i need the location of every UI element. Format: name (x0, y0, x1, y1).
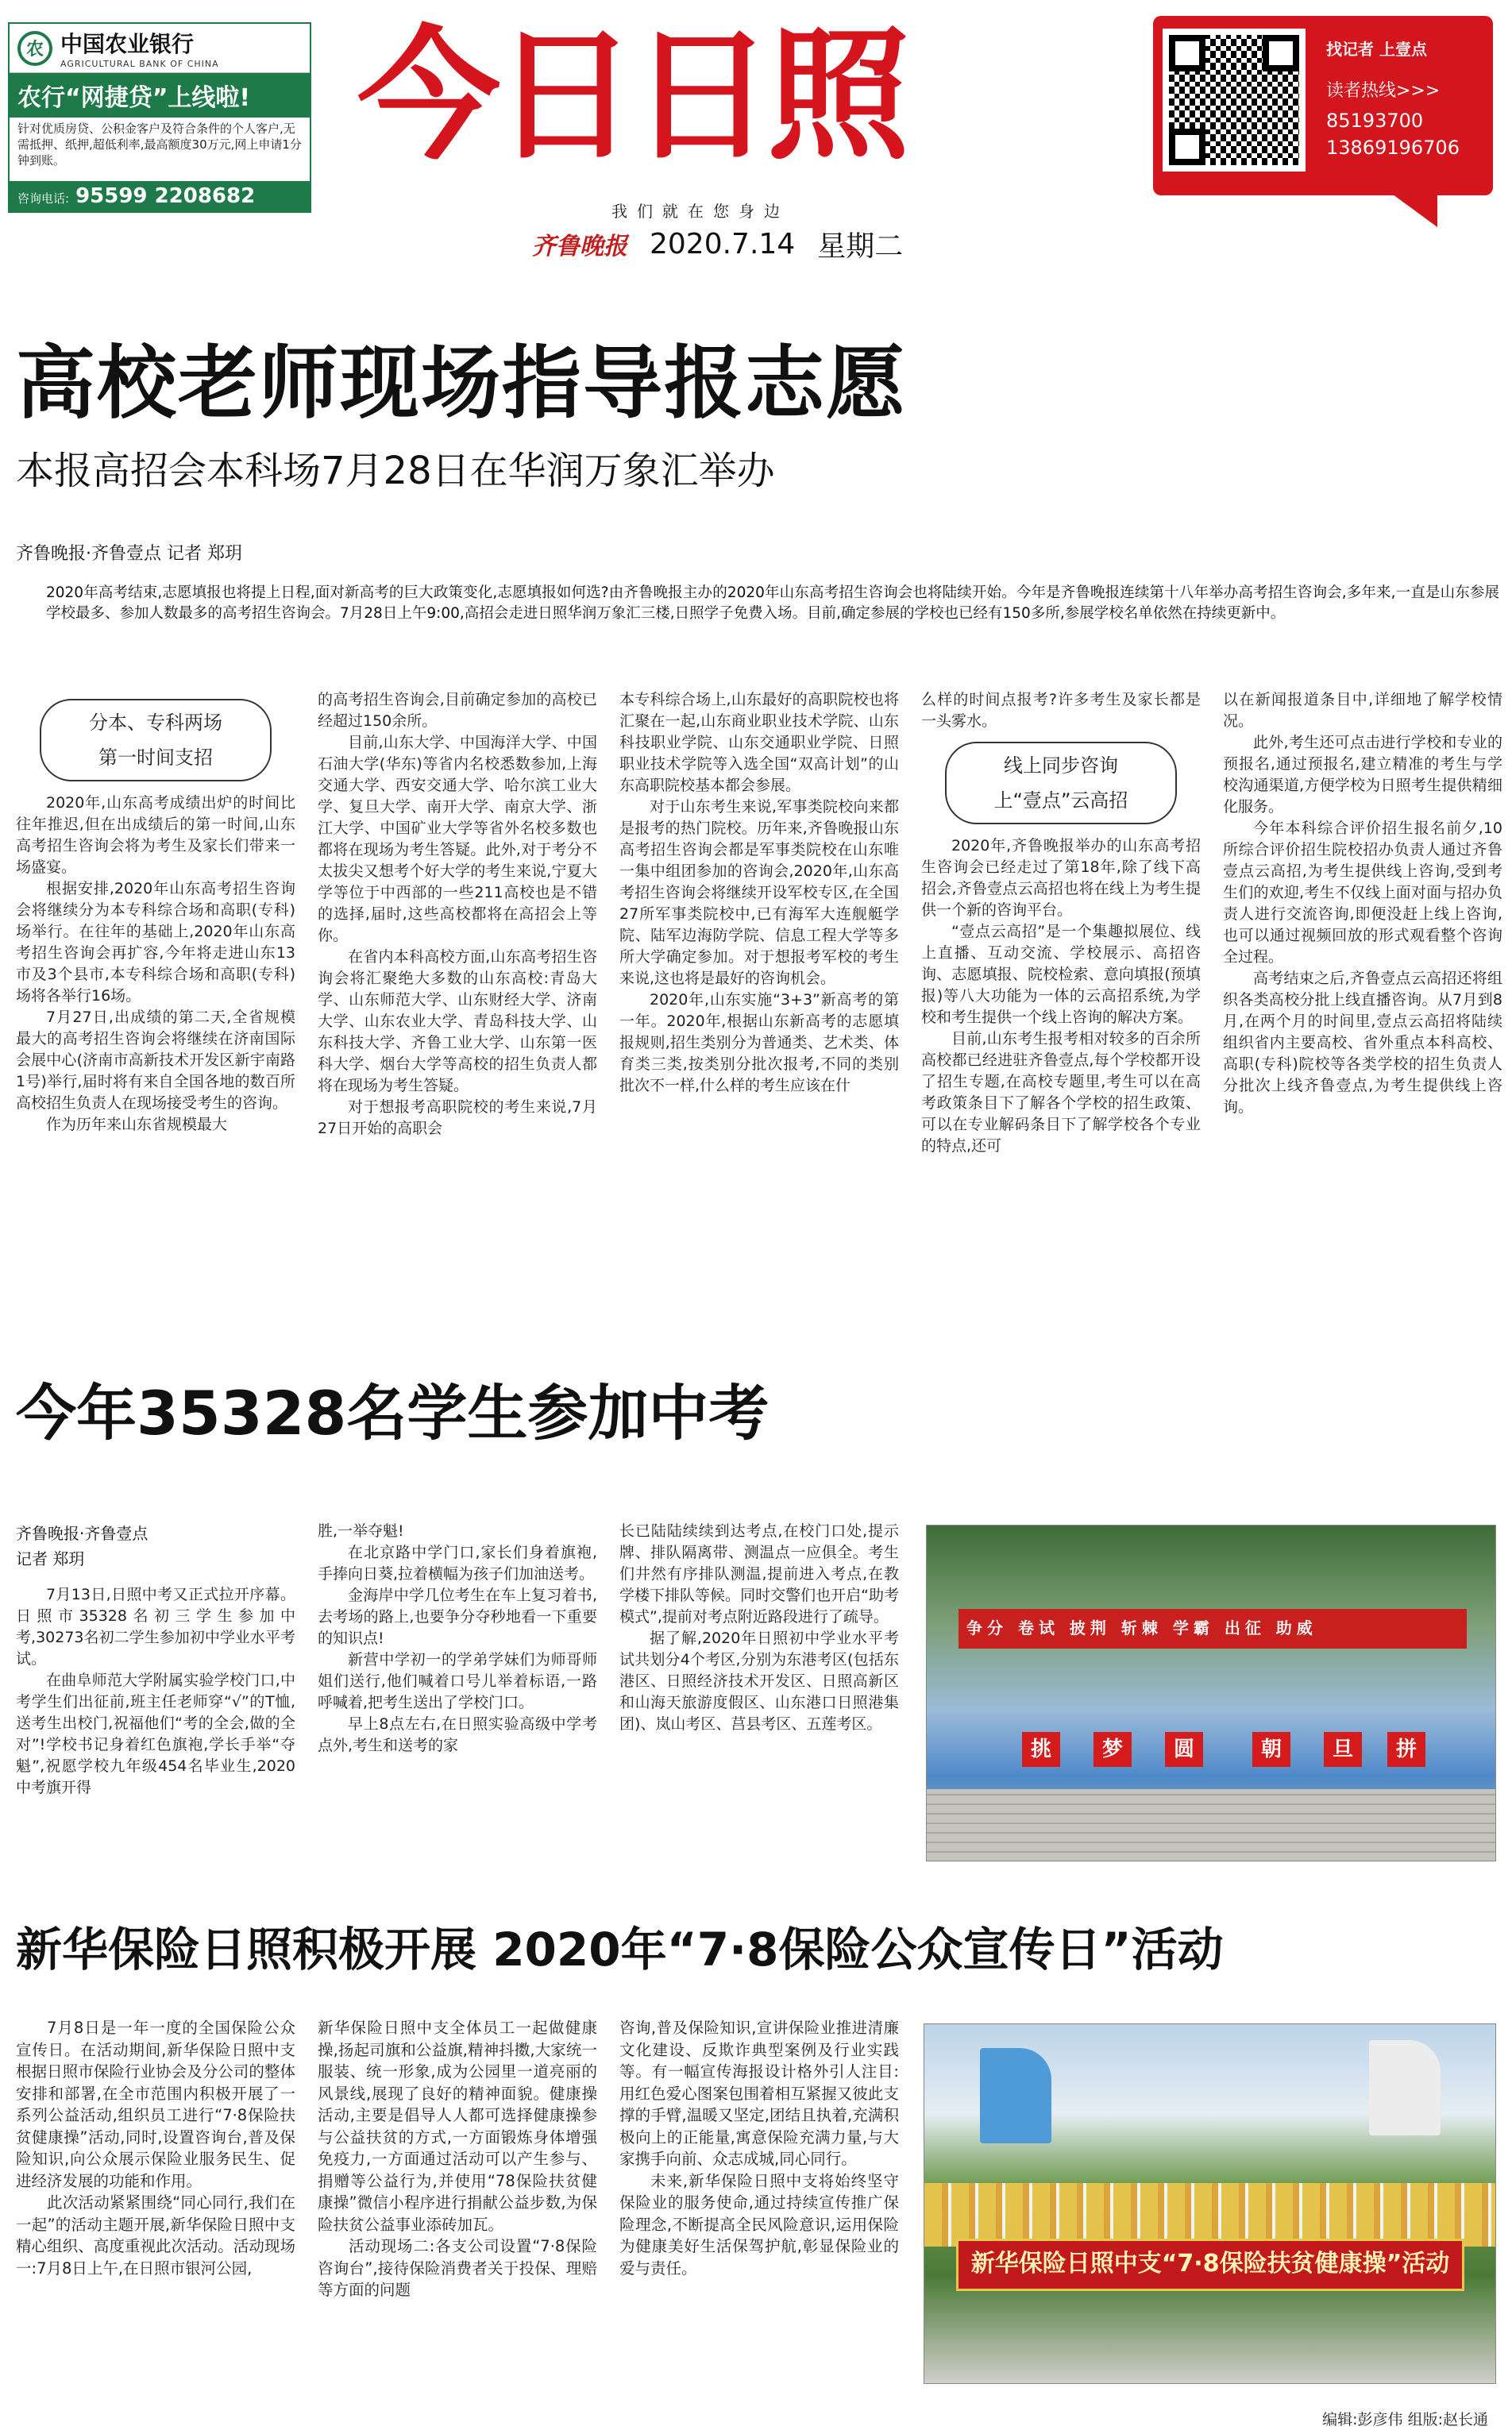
section-box-1-line1: 分本、专科两场 (89, 712, 222, 734)
photo-sign: 拼 (1387, 1732, 1425, 1767)
paragraph: 在北京路中学门口,家长们身着旗袍,手捧向日葵,拉着横幅为孩子们加油送考。 (318, 1544, 597, 1583)
paragraph: 7月27日,出成绩的第二天,全省规模最大的高考招生咨询会将继续在济南国际会展中心(济南市高新技术开发区新宇南路1号)举行,届时将有来自全国各地的数百所高校招生负责人在现场接受考生的咨询。 (16, 1009, 295, 1112)
paragraph: 以在新闻报道条目中,详细地了解学校情况。 (1223, 691, 1502, 730)
exam-students-photo (926, 1525, 1496, 1861)
story1-column-4 (921, 689, 1201, 1331)
paper-name: 齐鲁晚报 (532, 233, 627, 260)
bank-phone-label: 咨询电话: (17, 191, 70, 206)
section-box-1-line2: 第一时间支招 (98, 746, 213, 769)
paragraph: 金海岸中学几位考生在车上复习着书,去考场的路上,也要争分夺秒地看一下重要的知识点! (318, 1587, 597, 1647)
photo-sign: 朝 (1252, 1732, 1290, 1767)
story1-headline: 高校老师现场指导报志愿 (16, 337, 907, 430)
paragraph: 么样的时间点报考?许多考生及家长都是一头雾水。 (921, 691, 1201, 730)
bank-header (10, 24, 310, 73)
hotline-phone1: 85193700 (1326, 110, 1424, 132)
story3-column-1 (16, 2017, 295, 2398)
hotline-phone2: 13869196706 (1326, 137, 1460, 159)
paragraph: 2020年,山东高考成绩出炉的时间比往年推迟,但在出成绩后的第一时间,山东高考招生咨询会将为考生及家长们带来一场盛宴。 (16, 794, 295, 876)
photo-sign: 梦 (1094, 1732, 1132, 1767)
issue-weekday: 星期二 (817, 230, 904, 263)
story3-column-3 (619, 2017, 899, 2398)
story2-column-1 (16, 1584, 295, 1862)
paragraph: “壹点云高招”是一个集趣拟展位、线上直播、互动交流、学校展示、高招咨询、志愿填报、院校检索、意向填报(预填报)等八大功能为一体的云高招系统,为学校和考生提供一个线上咨询的解决方案。 (921, 923, 1201, 1026)
bank-advertisement[interactable] (8, 22, 311, 213)
story3-headline: 新华保险日照积极开展 2020年“7·8保险公众宣传日”活动 (16, 1923, 1224, 1977)
section-box-2-line1: 线上同步咨询 (1004, 754, 1118, 777)
masthead (0, 0, 1512, 270)
paragraph: 长已陆陆续续到达考点,在校门口处,提示牌、排队隔离带、测温点一应俱全。考生们井然有序排队测温,提前进入考点,在教学楼下排队等候。同时交警们也开启“助考模式”,提前对考点附近路段进行了疏导。 (619, 1522, 899, 1626)
bank-name: 中国农业银行 (60, 31, 195, 57)
paragraph: 对于想报考高职院校的考生来说,7月27日开始的高职会 (318, 1098, 597, 1137)
story1-subhead: 本报高招会本科场7月28日在华润万象汇举办 (16, 449, 775, 493)
paragraph: 此外,考生还可点击进行学校和专业的预报名,通过预报名,建立精准的考生与学校沟通渠道,方便学校为日照考生提供精细化服务。 (1223, 734, 1502, 816)
paragraph: 7月8日是一年一度的全国保险公众宣传日。在活动期间,新华保险日照中支根据日照市保险行业协会及分公司的整体安排和部署,在全市范围内积极开展了一系列公益活动,组织员工进行“7·8保险扶贫健康操”活动,同时,设置咨询台,普及保险知识,向公众展示保险业服务民生、促进经济发展的功能和作用。 (16, 2019, 295, 2190)
paragraph: 的高考招生咨询会,目前确定参加的高校已经超过150余所。 (318, 691, 597, 730)
paragraph: 未来,新华保险日照中支将始终坚守保险业的服务使命,通过持续宣传推广保险理念,不断提高全民风险意识,运用保险为健康美好生活保驾护航,彰显保险业的爱与责任。 (619, 2171, 899, 2278)
story1-column-1 (16, 689, 295, 1331)
section-box-1 (40, 699, 272, 781)
photo-sign: 旦 (1324, 1732, 1362, 1767)
bank-phone (10, 181, 310, 211)
insurance-event-photo (924, 2023, 1496, 2384)
reporter-line2: 读者热线>>> (1326, 81, 1441, 101)
paragraph: 今年本科综合评价招生报名前夕,10所综合评价招生院校招办负责人通过齐鲁壹点云高招,为考生提供线上咨询,受到考生们的欢迎,考生不仅线上面对面与招办负责人进行交流咨询,即便没赶上线上咨询,也可以通过视频回放的形式观看整个咨询全过程。 (1223, 820, 1502, 966)
paragraph: 目前,山东考生报考相对较多的百余所高校都已经进驻齐鲁壹点,每个学校都开设了招生专题,在高校专题里,考生可以在高考政策条目下了解各个学校的招生政策、可以在专业解码条目下了解学校各个专业的特点,还可 (921, 1030, 1201, 1155)
story1-byline: 齐鲁晚报·齐鲁壹点 记者 郑玥 (16, 544, 242, 564)
paragraph: 活动现场二:各支公司设置“7·8保险咨询台”,接待保险消费者关于投保、理赔等方面的问题 (318, 2237, 597, 2299)
story3-column-2 (318, 2017, 597, 2398)
paragraph: 本专科综合场上,山东最好的高职院校也将汇聚在一起,山东商业职业技术学院、山东科技职业学院、山东交通职业学院、日照职业技术学院等入选全国“双高计划”的山东高职院校基本都会参展。 (619, 691, 899, 794)
paragraph: 新华保险日照中支全体员工一起做健康操,扬起司旗和公益旗,精神抖擞,大家统一服装、统一形象,成为公园里一道亮丽的风景线,展现了良好的精神面貌。健康操活动,主要是倡导人人都可选择健康操参与公益扶贫的方式,一方面锻炼身体增强免疫力,一方面通过活动可以产生参与、捐赠等公益行为,并使用“78保险扶贫健康操”微信小程序进行捐献公益步数,为保险扶贫公益事业添砖加瓦。 (318, 2019, 597, 2234)
bank-slogan: 农行“网捷贷”上线啦! (10, 73, 310, 118)
story1-lede: 2020年高考结束,志愿填报也将提上日程,面对新高考的巨大政策变化,志愿填报如何选?由齐鲁晚报主办的2020年山东高考招生咨询会也将陆续开始。今年是齐鲁晚报连续第十八年举办高考招生咨询会,多年来,一直是山东参展学校最多、参加人数最多的高考招生咨询会。7月28日上午9:00,高招会走进日照华润万象汇三楼,日照学子免费入场。目前,确定参展的学校也已经有150多所,参展学校名单依然在持续更新中。 (46, 584, 1499, 622)
paragraph: 目前,山东大学、中国海洋大学、中国石油大学(华东)等省内名校悉数参加,上海交通大学、西安交通大学、哈尔滨工业大学、复旦大学、南开大学、南京大学、浙江大学、中国矿业大学等省外名校多数也都将在现场为考生答疑。此外,对于考分不太拔尖又想考个好大学的考生来说,宁夏大学等位于中西部的一些211高校也是不错的选择,届时,这些高校都将在高招会上等你。 (318, 734, 597, 944)
paragraph: 对于山东考生来说,军事类院校向来都是报考的热门院校。历年来,齐鲁晚报山东高考招生咨询会都是军事类院校在山东唯一集中组团参加的咨询会,2020年,山东高考招生咨询会将继续开设军校专区,在全国27所军事类院校中,已有海军大连舰艇学院、陆军边海防学院、信息工程大学等多所大学确定参加。对于想报考军校的考生来说,这也将是最好的咨询机会。 (619, 798, 899, 987)
section-box-2-line2: 上“壹点”云高招 (993, 789, 1128, 812)
paragraph: 在曲阜师范大学附属实验学校门口,中考学生们出征前,班主任老师穿“√”的T恤,送考生出校门,祝福他们“考的全会,做的全对”!学校书记身着红色旗袍,学长手举“夺魁”,祝愿学校九年级454名毕业生,2020中考旗开得 (16, 1672, 295, 1796)
editor-credit: 编辑:彭彦伟 组版:赵长通 (1322, 2411, 1488, 2428)
newspaper-title: 今日日照 (357, 14, 904, 179)
story2-byline-line1: 齐鲁晚报·齐鲁壹点 (16, 1524, 148, 1543)
bank-phone-number: 95599 2208682 (75, 184, 256, 208)
story1-column-2 (318, 689, 597, 1331)
paragraph: 咨询,普及保险知识,宣讲保险业推进清廉文化建设、反欺诈典型案例及行业实践等。有一幅宣传海报设计格外引人注目:用红色爱心图案包围着相互紧握又彼此支撑的手臂,温暖又坚定,团结且执着,充满积极向上的正能量,寓意保险充满力量,与大家携手向前、众志成城,同心同行。 (619, 2019, 899, 2168)
story1-column-5 (1223, 689, 1502, 1331)
story1-body (0, 689, 1512, 1331)
paragraph: 根据安排,2020年山东高考招生咨询会将继续分为本专科综合场和高职(专科)场举行。在往年的基础上,2020年山东高考招生咨询会再扩容,今年将走进山东13市及3个县市,本专科综合场和高职(专科)场将各举行16场。 (16, 880, 295, 1005)
story2-headline: 今年35328名学生参加中考 (16, 1378, 770, 1448)
paragraph: 胜,一举夺魁! (318, 1522, 404, 1540)
bank-ad-text: 针对优质房贷、公积金客户及符合条件的个人客户,无需抵押、纸押,超低利率,最高额度30万元,网上申请1分钟到账。 (17, 122, 302, 168)
section-box-2 (945, 742, 1177, 824)
photo-sign: 圆 (1165, 1732, 1203, 1767)
photo-banner-text: 争分 卷试 披荆 斩棘 学霸 出征 助威 (966, 1618, 1317, 1637)
story2-column-3 (619, 1521, 899, 1862)
paragraph: 作为历年来山东省规模最大 (46, 1116, 228, 1133)
photo-steps (927, 1789, 1495, 1861)
story2-byline-line2: 记者 郑玥 (16, 1549, 85, 1568)
photo-flag (980, 2048, 1051, 2143)
paragraph: 早上8点左右,在日照实验高级中学考点外,考生和送考的家 (318, 1715, 597, 1754)
reporter-hotline-box (1153, 16, 1493, 195)
paragraph: 2020年,山东实施“3+3”新高考的第一年。2020年,根据山东新高考的志愿填报规则,招生类别分为普通类、艺术类、体育类三类,按类别分批次报考,不同的类别批次不一样,什么样的考生应该在什 (619, 991, 899, 1094)
reporter-line1: 找记者 上壹点 (1326, 40, 1427, 59)
paragraph: 7月13日,日照中考又正式拉开序幕。日照市35328名初三学生参加中考,30273名初二学生参加初中学业水平考试。 (16, 1586, 295, 1668)
story1-column-3 (619, 689, 899, 1331)
photo-red-banner (958, 1609, 1467, 1649)
paragraph: 在省内本科高校方面,山东高考招生咨询会将汇聚绝大多数的山东高校:青岛大学、山东师范大学、山东财经大学、济南大学、山东农业大学、青岛科技大学、山东科技大学、齐鲁工业大学、山东第一医科大学、烟台大学等高校的招生负责人都将在现场为考生答疑。 (318, 948, 597, 1094)
bank-name-english: AGRICULTURAL BANK OF CHINA (60, 59, 219, 69)
masthead-slogan: 我们就在您身边 (611, 202, 789, 221)
bank-logo-icon: 农 (17, 31, 52, 66)
photo-event-banner: 新华保险日照中支“7·8保险扶贫健康操”活动 (956, 2239, 1464, 2291)
photo-flag (1369, 2040, 1441, 2135)
photo-sign: 挑 (1022, 1732, 1060, 1767)
paragraph: 新营中学初一的学弟学妹们为师哥师姐们送行,他们喊着口号儿举着标语,一路呼喊着,把考生送出了学校门口。 (318, 1651, 597, 1711)
paragraph: 高考结束之后,齐鲁壹点云高招还将组织各类高校分批上线直播咨询。从7月到8月,在两个月的时间里,壹点云高招将陆续组织省内主要高校、省外重点本科高校、高职(专科)院校等各类学校的招生负责人分批次上线齐鲁壹点,为考生提供线上咨询。 (1223, 970, 1502, 1116)
dateline (532, 224, 903, 264)
photo-crowd (924, 2183, 1495, 2247)
paragraph: 此次活动紧紧围绕“同心同行,我们在一起”的活动主题开展,新华保险日照中支精心组织、高度重视此次活动。活动现场一:7月8日上午,在日照市银河公园, (16, 2193, 295, 2278)
paragraph: 据了解,2020年日照初中学业水平考试共划分4个考区,分别为东港考区(包括东港区、日照经济技术开发区、日照高新区和山海天旅游度假区、山东港口日照港集团)、岚山考区、莒县考区、五莲考区。 (619, 1630, 899, 1733)
issue-date: 2020.7.14 (650, 227, 796, 260)
story2-column-2 (318, 1521, 597, 1862)
paragraph: 2020年,齐鲁晚报举办的山东高考招生咨询会已经走过了第18年,除了线下高招会,齐鲁壹点云高招也将在线上为考生提供一个新的咨询平台。 (921, 837, 1201, 919)
qr-code-icon[interactable] (1163, 29, 1306, 172)
